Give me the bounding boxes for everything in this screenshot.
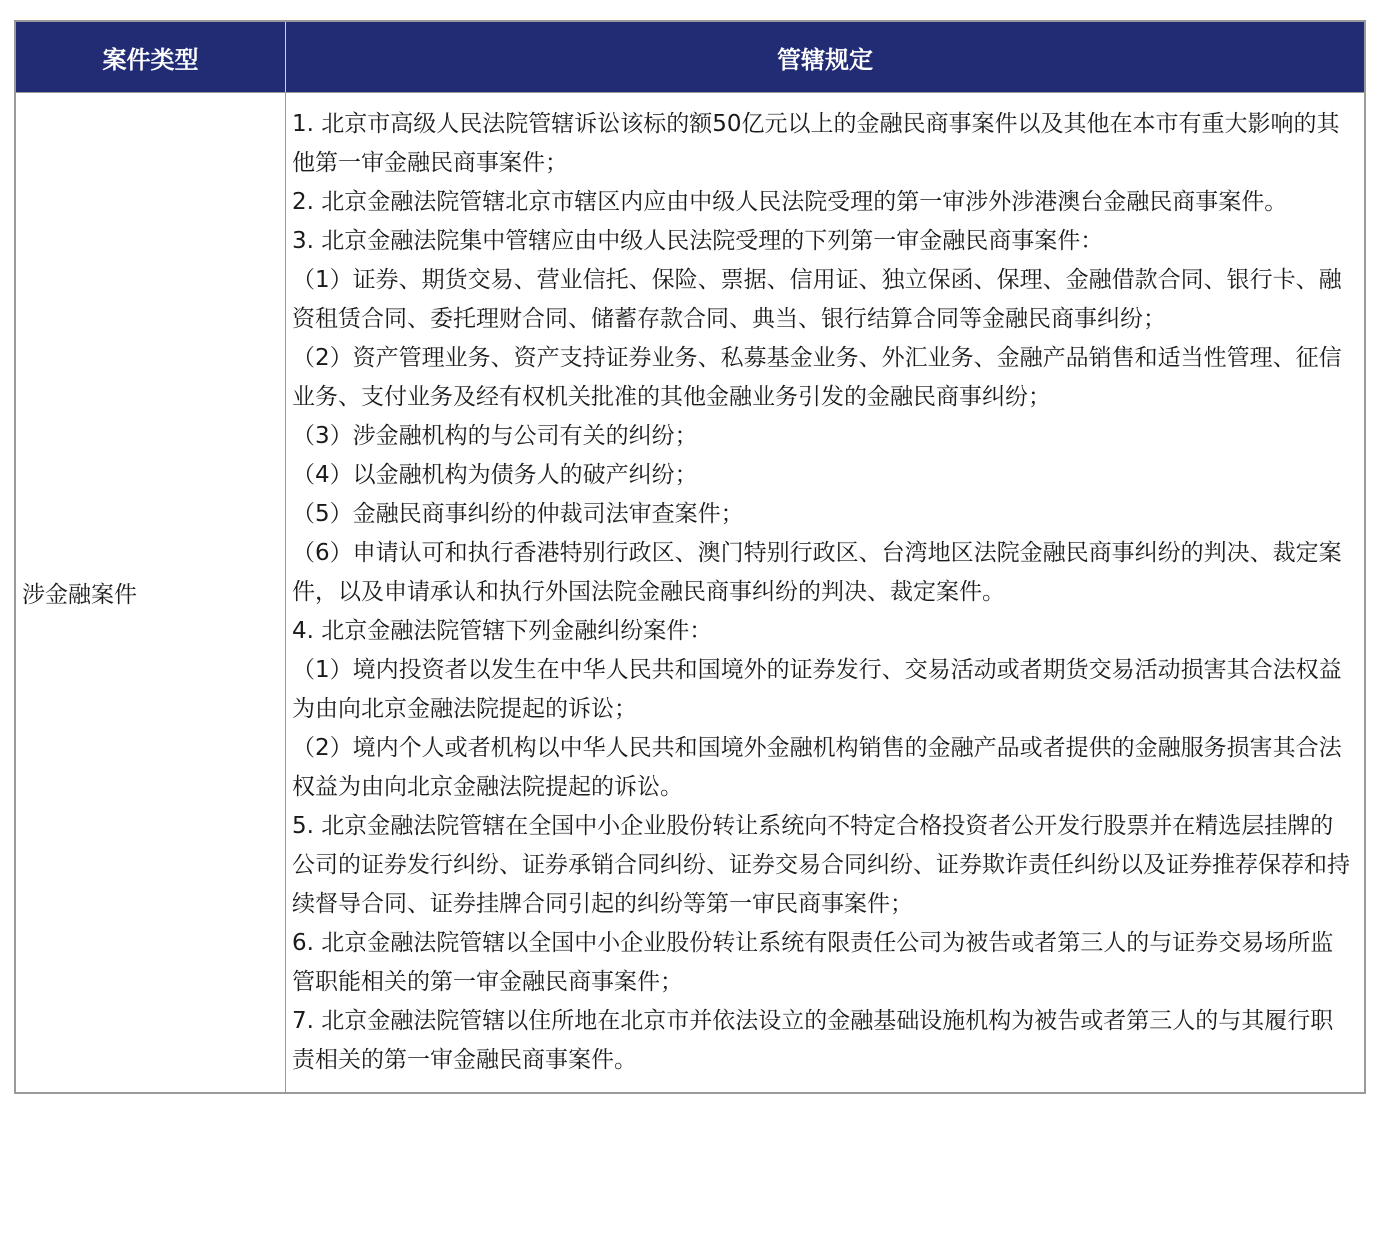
table-header-row (16, 22, 1364, 92)
rule-line-4-2: （2）境内个人或者机构以中华人民共和国境外金融机构销售的金融产品或者提供的金融服务损害其合法权益为由向北京金融法院提起的诉讼。 (292, 735, 1342, 800)
rule-line-3-2: （2）资产管理业务、资产支持证券业务、私募基金业务、外汇业务、金融产品销售和适当性管理、征信业务、支付业务及经有权机关批准的其他金融业务引发的金融民商事纠纷； (292, 345, 1342, 410)
header-case-type: 案件类型 (16, 22, 286, 92)
case-type-cell: 涉金融案件 (16, 93, 286, 1092)
rule-line-5: 5. 北京金融法院管辖在全国中小企业股份转让系统向不特定合格投资者公开发行股票并在精选层挂牌的公司的证券发行纠纷、证券承销合同纠纷、证券交易合同纠纷、证券欺诈责任纠纷以及证券推荐保荐和持续督导合同、证券挂牌合同引起的纠纷等第一审民商事案件； (292, 813, 1350, 917)
rule-line-3-1: （1）证券、期货交易、营业信托、保险、票据、信用证、独立保函、保理、金融借款合同、银行卡、融资租赁合同、委托理财合同、储蓄存款合同、典当、银行结算合同等金融民商事纠纷； (292, 267, 1342, 332)
jurisdiction-table (14, 20, 1366, 1094)
rule-line-3-3: （3）涉金融机构的与公司有关的纠纷； (292, 423, 698, 449)
rule-line-7: 7. 北京金融法院管辖以住所地在北京市并依法设立的金融基础设施机构为被告或者第三人的与其履行职责相关的第一审金融民商事案件。 (292, 1008, 1334, 1073)
jurisdiction-cell (286, 93, 1364, 1092)
rule-line-3-6: （6）申请认可和执行香港特别行政区、澳门特别行政区、台湾地区法院金融民商事纠纷的判决、裁定案件，以及申请承认和执行外国法院金融民商事纠纷的判决、裁定案件。 (292, 540, 1342, 605)
header-jurisdiction: 管辖规定 (777, 45, 873, 74)
rule-line-4-1: （1）境内投资者以发生在中华人民共和国境外的证券发行、交易活动或者期货交易活动损害其合法权益为由向北京金融法院提起的诉讼； (292, 657, 1342, 722)
rule-line-4: 4. 北京金融法院管辖下列金融纠纷案件： (292, 618, 713, 644)
rule-line-1: 1. 北京市高级人民法院管辖诉讼该标的额50亿元以上的金融民商事案件以及其他在本市有重大影响的其他第一审金融民商事案件； (292, 111, 1340, 176)
rule-line-3-5: （5）金融民商事纠纷的仲裁司法审查案件； (292, 501, 744, 527)
rule-line-2: 2. 北京金融法院管辖北京市辖区内应由中级人民法院受理的第一审涉外涉港澳台金融民商事案件。 (292, 189, 1288, 215)
rule-line-3-4: （4）以金融机构为债务人的破产纠纷； (292, 462, 698, 488)
rule-line-3: 3. 北京金融法院集中管辖应由中级人民法院受理的下列第一审金融民商事案件： (292, 228, 1104, 254)
rule-line-6: 6. 北京金融法院管辖以全国中小企业股份转让系统有限责任公司为被告或者第三人的与证券交易场所监管职能相关的第一审金融民商事案件； (292, 930, 1334, 995)
table-row (16, 92, 1364, 1092)
